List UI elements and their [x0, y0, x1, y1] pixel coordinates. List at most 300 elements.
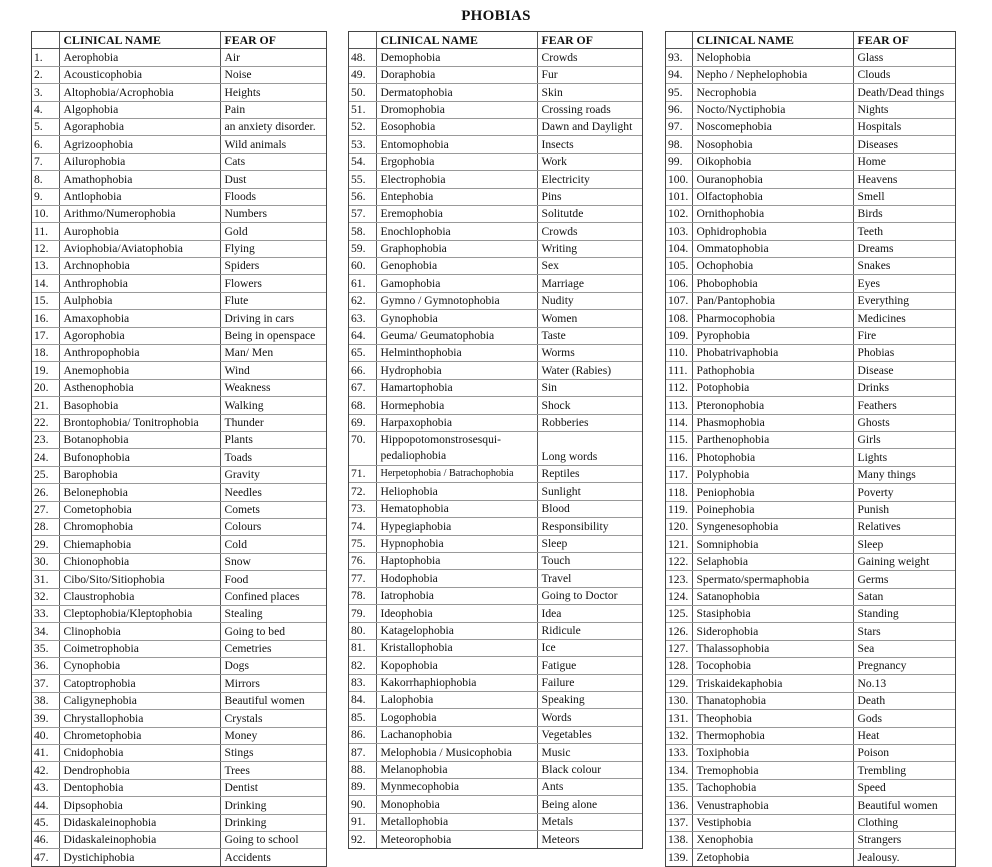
- row-number: 25.: [32, 466, 59, 483]
- clinical-name-cell: Eremophobia: [376, 205, 537, 222]
- row-number: 79.: [349, 605, 376, 622]
- table-row: [666, 223, 955, 240]
- fear-of-cell: Going to bed: [220, 623, 326, 640]
- fear-of-cell: Standing: [853, 605, 955, 622]
- row-number: 14.: [32, 275, 59, 292]
- clinical-name-cell: Agorophobia: [59, 327, 220, 344]
- table-row: [666, 327, 955, 344]
- clinical-name-cell: Photophobia: [692, 449, 853, 466]
- row-number: 81.: [349, 639, 376, 656]
- table-row: [32, 727, 326, 744]
- table-row: [349, 431, 642, 465]
- table-row: [349, 310, 642, 327]
- table-row: [349, 674, 642, 691]
- clinical-name-cell: Somniphobia: [692, 536, 853, 553]
- table-row: [32, 536, 326, 553]
- table-row: [349, 779, 642, 796]
- clinical-name-cell: Belonephobia: [59, 484, 220, 501]
- table-row: [349, 292, 642, 309]
- fear-of-cell: Wind: [220, 362, 326, 379]
- row-number: 101.: [666, 188, 692, 205]
- clinical-name-cell: Dystichiphobia: [59, 849, 220, 866]
- table-row: [666, 292, 955, 309]
- table-row: [32, 658, 326, 675]
- table-row: [349, 327, 642, 344]
- fear-of-cell: Pregnancy: [853, 658, 955, 675]
- fear-of-cell: Snakes: [853, 258, 955, 275]
- row-number: 68.: [349, 397, 376, 414]
- clinical-name-cell: Tremophobia: [692, 762, 853, 779]
- clinical-name-cell: Cibo/Sito/Sitiophobia: [59, 571, 220, 588]
- row-number: 122.: [666, 553, 692, 570]
- fear-of-cell: Responsibility: [537, 518, 642, 535]
- row-number: 80.: [349, 622, 376, 639]
- row-number: 46.: [32, 831, 59, 848]
- fear-of-cell: Being in openspace: [220, 327, 326, 344]
- fear-of-cell: Air: [220, 49, 326, 66]
- table-row: [666, 536, 955, 553]
- table-row: [32, 623, 326, 640]
- row-number: 19.: [32, 362, 59, 379]
- table-row: [349, 345, 642, 362]
- table-row: [32, 153, 326, 170]
- table-row: [666, 275, 955, 292]
- clinical-name-cell: Chromophobia: [59, 518, 220, 535]
- fear-of-cell: Man/ Men: [220, 345, 326, 362]
- clinical-name-cell: Clinophobia: [59, 623, 220, 640]
- clinical-name-cell: Doraphobia: [376, 66, 537, 83]
- row-number: 116.: [666, 449, 692, 466]
- clinical-name-cell: Hamartophobia: [376, 379, 537, 396]
- row-number: 67.: [349, 379, 376, 396]
- fear-of-cell: Germs: [853, 571, 955, 588]
- row-number: 35.: [32, 640, 59, 657]
- clinical-name-cell: Hodophobia: [376, 570, 537, 587]
- table-row: [666, 779, 955, 796]
- table-row: [666, 379, 955, 396]
- clinical-name-cell: Noscomephobia: [692, 118, 853, 135]
- fear-of-cell: Crystals: [220, 710, 326, 727]
- clinical-name-cell: Archnophobia: [59, 258, 220, 275]
- fear-of-cell: Noise: [220, 66, 326, 83]
- table-header-row: [666, 32, 955, 49]
- fear-of-cell: Needles: [220, 484, 326, 501]
- table-row: [666, 397, 955, 414]
- fear-of-cell: Writing: [537, 240, 642, 257]
- fear-of-cell: Electricity: [537, 171, 642, 188]
- table-header-row: [32, 32, 326, 49]
- header-clinical-name: CLINICAL NAME: [692, 32, 853, 49]
- fear-of-cell: Feathers: [853, 397, 955, 414]
- table-row: [32, 518, 326, 535]
- row-number: 55.: [349, 171, 376, 188]
- table-row: [666, 310, 955, 327]
- table-row: [666, 414, 955, 431]
- table-row: [349, 605, 642, 622]
- clinical-name-cell: Meteorophobia: [376, 831, 537, 848]
- table-row: [32, 101, 326, 118]
- fear-of-cell: Marriage: [537, 275, 642, 292]
- row-number: 26.: [32, 484, 59, 501]
- fear-of-cell: Skin: [537, 84, 642, 101]
- table-row: [349, 796, 642, 813]
- table-row: [666, 727, 955, 744]
- clinical-name-cell: Dentophobia: [59, 779, 220, 796]
- table-row: [32, 640, 326, 657]
- table-row: [32, 692, 326, 709]
- clinical-name-cell: Brontophobia/ Tonitrophobia: [59, 414, 220, 431]
- fear-of-cell: Dentist: [220, 779, 326, 796]
- row-number: 86.: [349, 726, 376, 743]
- clinical-name-cell: Genophobia: [376, 258, 537, 275]
- fear-of-cell: Phobias: [853, 345, 955, 362]
- table-row: [349, 518, 642, 535]
- row-number: 106.: [666, 275, 692, 292]
- table-row: [349, 639, 642, 656]
- row-number: 15.: [32, 292, 59, 309]
- clinical-name-cell: Iatrophobia: [376, 587, 537, 604]
- fear-of-cell: Water (Rabies): [537, 362, 642, 379]
- clinical-name-cell: Necrophobia: [692, 84, 853, 101]
- table-row: [349, 709, 642, 726]
- row-number: 37.: [32, 675, 59, 692]
- fear-of-cell: Teeth: [853, 223, 955, 240]
- clinical-name-cell: Lachanophobia: [376, 726, 537, 743]
- row-number: 62.: [349, 292, 376, 309]
- fear-of-cell: Sleep: [853, 536, 955, 553]
- row-number: 78.: [349, 587, 376, 604]
- clinical-name-cell: Melophobia / Musicophobia: [376, 744, 537, 761]
- clinical-name-cell: Cometophobia: [59, 501, 220, 518]
- table-row: [349, 223, 642, 240]
- table-row: [349, 813, 642, 830]
- row-number: 138.: [666, 831, 692, 848]
- clinical-name-cell: Coimetrophobia: [59, 640, 220, 657]
- fear-of-cell: Clouds: [853, 66, 955, 83]
- table-row: [32, 188, 326, 205]
- table-row: [349, 692, 642, 709]
- clinical-name-cell: Tachophobia: [692, 779, 853, 796]
- clinical-name-cell: Siderophobia: [692, 623, 853, 640]
- table-row: [32, 571, 326, 588]
- clinical-name-cell: Gynophobia: [376, 310, 537, 327]
- row-number: 94.: [666, 66, 692, 83]
- table-row: [666, 588, 955, 605]
- table-row: [32, 327, 326, 344]
- row-number: 129.: [666, 675, 692, 692]
- table-row: [349, 240, 642, 257]
- fear-of-cell: Heat: [853, 727, 955, 744]
- clinical-name-cell: Ophidrophobia: [692, 223, 853, 240]
- fear-of-cell: Sleep: [537, 535, 642, 552]
- row-number: 1.: [32, 49, 59, 66]
- fear-of-cell: Eyes: [853, 275, 955, 292]
- table-row: [32, 484, 326, 501]
- fear-of-cell: Cold: [220, 536, 326, 553]
- fear-of-cell: Metals: [537, 813, 642, 830]
- row-number: 83.: [349, 674, 376, 691]
- fear-of-cell: Mirrors: [220, 675, 326, 692]
- fear-of-cell: Failure: [537, 674, 642, 691]
- row-number: 48.: [349, 49, 376, 66]
- row-number: 132.: [666, 727, 692, 744]
- clinical-name-cell: Cleptophobia/Kleptophobia: [59, 605, 220, 622]
- fear-of-cell: Flying: [220, 240, 326, 257]
- clinical-name-cell: Dipsophobia: [59, 797, 220, 814]
- fear-of-cell: Speaking: [537, 692, 642, 709]
- row-number: 53.: [349, 136, 376, 153]
- row-number: 104.: [666, 240, 692, 257]
- row-number: 73.: [349, 500, 376, 517]
- table-row: [32, 84, 326, 101]
- row-number: 50.: [349, 84, 376, 101]
- fear-of-cell: Food: [220, 571, 326, 588]
- table-row: [349, 465, 642, 482]
- fear-of-cell: Idea: [537, 605, 642, 622]
- fear-of-cell: Being alone: [537, 796, 642, 813]
- table-row: [32, 240, 326, 257]
- clinical-name-cell: Aviophobia/Aviatophobia: [59, 240, 220, 257]
- fear-of-cell: Driving in cars: [220, 310, 326, 327]
- row-number: 65.: [349, 345, 376, 362]
- clinical-name-cell: Antlophobia: [59, 188, 220, 205]
- clinical-name-cell: Hormephobia: [376, 397, 537, 414]
- clinical-name-cell: Pteronophobia: [692, 397, 853, 414]
- clinical-name-cell: Hematophobia: [376, 500, 537, 517]
- fear-of-cell: Diseases: [853, 136, 955, 153]
- table-row: [666, 553, 955, 570]
- fear-of-cell: Ants: [537, 779, 642, 796]
- clinical-name-cell: Electrophobia: [376, 171, 537, 188]
- table-header-row: [349, 32, 642, 49]
- row-number: 121.: [666, 536, 692, 553]
- row-number: 135.: [666, 779, 692, 796]
- row-number: 89.: [349, 779, 376, 796]
- fear-of-cell: Drinking: [220, 814, 326, 831]
- fear-of-cell: Touch: [537, 552, 642, 569]
- table-row: [32, 449, 326, 466]
- fear-of-cell: Accidents: [224, 850, 271, 864]
- table-row: [666, 640, 955, 657]
- fear-of-cell: Beautiful women: [220, 692, 326, 709]
- row-number: 59.: [349, 240, 376, 257]
- fear-of-cell: Gold: [220, 223, 326, 240]
- row-number: 120.: [666, 518, 692, 535]
- clinical-name-cell: Chrometophobia: [59, 727, 220, 744]
- header-clinical-name: CLINICAL NAME: [376, 32, 537, 49]
- clinical-name-cell: Oikophobia: [692, 153, 853, 170]
- fear-of-cell: Drinking: [220, 797, 326, 814]
- table-row: [349, 258, 642, 275]
- fear-of-cell: Ghosts: [853, 414, 955, 431]
- table-row: [349, 205, 642, 222]
- row-number: 107.: [666, 292, 692, 309]
- table-row: [32, 762, 326, 779]
- row-number: 95.: [666, 84, 692, 101]
- fear-of-cell: Everything: [853, 292, 955, 309]
- table-row: [32, 171, 326, 188]
- clinical-name-cell: Pan/Pantophobia: [692, 292, 853, 309]
- fear-of-cell: Worms: [537, 345, 642, 362]
- clinical-name-cell: Stasiphobia: [692, 605, 853, 622]
- fear-of-cell: Punish: [853, 501, 955, 518]
- clinical-name-cell: Helminthophobia: [376, 345, 537, 362]
- row-number: 27.: [32, 501, 59, 518]
- fear-of-cell: Stealing: [220, 605, 326, 622]
- table-row: [349, 744, 642, 761]
- fear-of-cell: Going to school: [220, 831, 326, 848]
- clinical-name-cell: Ochophobia: [692, 258, 853, 275]
- clinical-name-cell: Anthropophobia: [59, 345, 220, 362]
- row-number: 6.: [32, 136, 59, 153]
- clinical-name-cell: Aerophobia: [59, 49, 220, 66]
- row-number: 11.: [32, 223, 59, 240]
- clinical-name-cell: Nelophobia: [692, 49, 853, 66]
- clinical-name-cell: Graphophobia: [376, 240, 537, 257]
- fear-of-cell: Money: [220, 727, 326, 744]
- table-row: [666, 171, 955, 188]
- row-number: 13.: [32, 258, 59, 275]
- clinical-name-cell: Tocophobia: [692, 658, 853, 675]
- clinical-name-cell: Nosophobia: [692, 136, 853, 153]
- table-row: [32, 797, 326, 814]
- row-number: 32.: [32, 588, 59, 605]
- row-number: 64.: [349, 327, 376, 344]
- fear-of-cell: Snow: [220, 553, 326, 570]
- fear-of-cell: Pain: [220, 101, 326, 118]
- row-number: 41.: [32, 745, 59, 762]
- clinical-name-cell: Haptophobia: [376, 552, 537, 569]
- table-row: [349, 535, 642, 552]
- table-row: [32, 466, 326, 483]
- fear-of-cell: Plants: [220, 431, 326, 448]
- table-row: [666, 431, 955, 448]
- table-row: [349, 101, 642, 118]
- table-row: [666, 240, 955, 257]
- row-number: 137.: [666, 814, 692, 831]
- fear-of-cell: Reptiles: [537, 465, 642, 482]
- table-row: [666, 362, 955, 379]
- row-number: 45.: [32, 814, 59, 831]
- row-number: 98.: [666, 136, 692, 153]
- row-number: 38.: [32, 692, 59, 709]
- table-row: [666, 658, 955, 675]
- row-number: 47.: [32, 849, 59, 866]
- row-number: 113.: [666, 397, 692, 414]
- row-number: 111.: [666, 362, 692, 379]
- clinical-name-cell: Asthenophobia: [59, 379, 220, 396]
- clinical-name-cell: Olfactophobia: [692, 188, 853, 205]
- row-number: 93.: [666, 49, 692, 66]
- clinical-name-cell: Aulphobia: [59, 292, 220, 309]
- clinical-name-cell: Nocto/Nyctiphobia: [692, 101, 853, 118]
- table-row: [32, 831, 326, 848]
- row-number: 12.: [32, 240, 59, 257]
- row-number: 139.: [666, 849, 692, 866]
- table-row: [666, 623, 955, 640]
- row-number: 21.: [32, 397, 59, 414]
- table-row: [32, 745, 326, 762]
- fear-of-cell: Work: [537, 153, 642, 170]
- clinical-name-cell: Pyrophobia: [692, 327, 853, 344]
- fear-of-cell: Taste: [537, 327, 642, 344]
- row-number: 40.: [32, 727, 59, 744]
- clinical-name-cell: Anthrophobia: [59, 275, 220, 292]
- clinical-name-cell: Algophobia: [59, 101, 220, 118]
- clinical-name-cell: Didaskaleinophobia: [59, 831, 220, 848]
- fear-of-cell: Going to Doctor: [537, 587, 642, 604]
- row-number: 82.: [349, 657, 376, 674]
- row-number: 91.: [349, 813, 376, 830]
- table-row: [349, 622, 642, 639]
- fear-of-cell: Thunder: [220, 414, 326, 431]
- table-row: [349, 570, 642, 587]
- fear-of-cell: Gaining weight: [853, 553, 955, 570]
- fear-of-cell: Fatigue: [537, 657, 642, 674]
- clinical-name-cell: Kopophobia: [376, 657, 537, 674]
- table-row: [349, 587, 642, 604]
- table-row: [349, 362, 642, 379]
- clinical-name-cell: Barophobia: [59, 466, 220, 483]
- row-number: 54.: [349, 153, 376, 170]
- fear-of-cell: Dust: [220, 171, 326, 188]
- row-number: 114.: [666, 414, 692, 431]
- row-number: 74.: [349, 518, 376, 535]
- row-number: 8.: [32, 171, 59, 188]
- clinical-name-cell: Spermato/spermaphobia: [692, 571, 853, 588]
- fear-of-cell: Gravity: [220, 466, 326, 483]
- clinical-name-cell: Potophobia: [692, 379, 853, 396]
- fear-of-cell: Solitutde: [537, 205, 642, 222]
- clinical-name-cell: Gamophobia: [376, 275, 537, 292]
- table-row: [32, 553, 326, 570]
- row-number: 72.: [349, 483, 376, 500]
- clinical-name-cell: Catoptrophobia: [59, 675, 220, 692]
- table-row: [349, 831, 642, 848]
- fear-of-cell: Vegetables: [537, 726, 642, 743]
- row-number: 124.: [666, 588, 692, 605]
- table-row: [349, 726, 642, 743]
- clinical-name-cell: Acousticophobia: [59, 66, 220, 83]
- clinical-name-cell: Thanatophobia: [692, 692, 853, 709]
- table-row: [666, 188, 955, 205]
- row-number: 3.: [32, 84, 59, 101]
- fear-of-cell: Numbers: [220, 205, 326, 222]
- row-number: 109.: [666, 327, 692, 344]
- clinical-name-cell: Altophobia/Acrophobia: [59, 84, 220, 101]
- row-number: 133.: [666, 745, 692, 762]
- fear-of-cell: Speed: [853, 779, 955, 796]
- table-row: [666, 814, 955, 831]
- row-number: 90.: [349, 796, 376, 813]
- header-fear-of: FEAR OF: [220, 32, 326, 49]
- table-row: [32, 49, 326, 66]
- fear-of-cell: Birds: [853, 205, 955, 222]
- clinical-name-cell: Geuma/ Geumatophobia: [376, 327, 537, 344]
- row-number: 119.: [666, 501, 692, 518]
- clinical-name-cell: Anemophobia: [59, 362, 220, 379]
- clinical-name-cell: Pathophobia: [692, 362, 853, 379]
- fear-of-cell: Crossing roads: [537, 101, 642, 118]
- row-number: 77.: [349, 570, 376, 587]
- fear-of-cell: Girls: [853, 431, 955, 448]
- clinical-name-cell: Metallophobia: [376, 813, 537, 830]
- fear-of-cell: Dawn and Daylight: [537, 118, 642, 135]
- table-row: [666, 205, 955, 222]
- clinical-name-cell: Logophobia: [376, 709, 537, 726]
- table-row: [32, 66, 326, 83]
- fear-of-cell: Robberies: [537, 414, 642, 431]
